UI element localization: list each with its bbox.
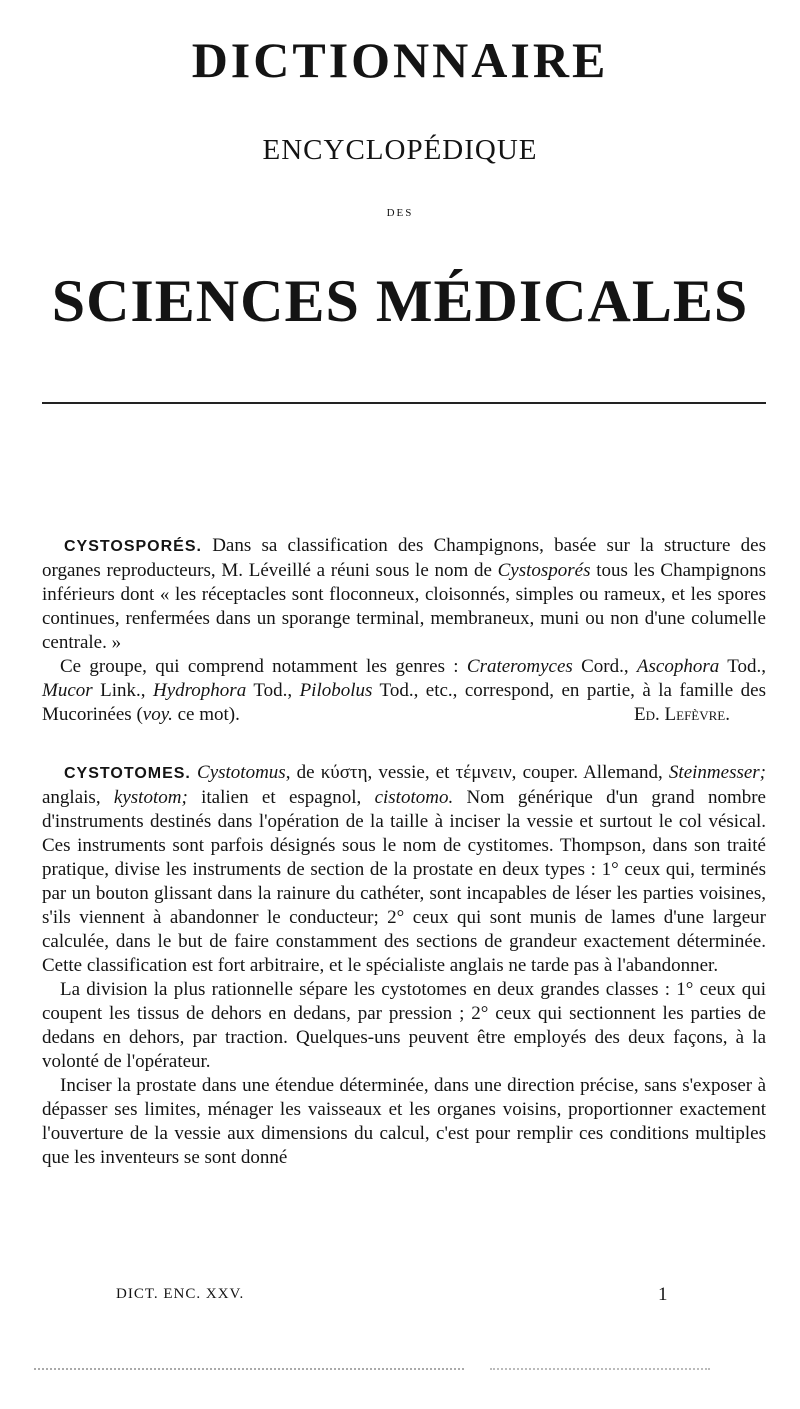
italic-term: kystotom;	[113, 787, 188, 808]
italic-term: Steinmesser;	[668, 762, 767, 783]
page-body	[42, 534, 766, 1170]
italic-term: Cystotomus	[197, 762, 286, 783]
italic-term: Pilobolus	[299, 680, 373, 701]
text-run: ce mot).	[172, 704, 240, 725]
italic-term: Hydrophora	[152, 680, 247, 701]
paragraph-text	[42, 979, 766, 1072]
title-des: DES	[386, 207, 414, 219]
text-run: Nom générique d'un grand nombre d'instruments destinés dans l'opération de la taille à inciser la vessie et surtout le col vésical. Ces instruments sont parfois désignés sous le nom de cystitomes. Thompson, dans son traité pratique, divise les instruments de section de la prostate en deux types : 1° ceux qui, terminés par un bouton glissant dans la rainure du cathéter, sont incapables de léser les parties voisines, s'ils viennent à abandonner le conducteur; 2° ceux qui sont munis de lames d'une largeur calculée, dans le but de faire constamment des sections de grandeur exactement déterminée. Cette classification est fort arbitraire, et le spécialiste anglais ne tarde pas à l'abandonner.	[42, 787, 766, 976]
entry-paragraph	[42, 978, 766, 1074]
text-run: Ce groupe, qui comprend notamment les genres :	[60, 656, 467, 677]
italic-term: Crateromyces	[466, 656, 573, 677]
text-run: Tod.,	[246, 680, 300, 701]
title-encyclopedique: ENCYCLOPÉDIQUE	[262, 134, 538, 166]
paragraph-text	[42, 762, 766, 976]
italic-term: Ascophora	[636, 656, 720, 677]
italic-term: cistotomo.	[374, 787, 454, 808]
text-run: Dans sa classification des Champignons, basée sur la structure des organes reproducteurs, M. Léveillé a réuni sous le nom de	[42, 535, 766, 581]
text-run: Link.,	[92, 680, 153, 701]
text-run: Tod.,	[719, 656, 767, 677]
entry-paragraph	[42, 655, 766, 727]
text-run: Cord.,	[572, 656, 637, 677]
italic-term: Cystosporés	[497, 560, 591, 581]
entry-cystotomes	[42, 761, 766, 1170]
text-run: Tod., etc., correspond, en partie, à la famille des Mucorinées (	[42, 680, 767, 725]
entry-paragraph	[42, 1074, 766, 1170]
text-run: , de κύστη, vessie, et τέμνειν, couper. Allemand,	[285, 762, 669, 783]
entry-paragraph	[42, 534, 766, 655]
text-run: tous les Champignons inférieurs dont « les réceptacles sont floconneux, cloisonnés, simples ou rameux, et les spores continues, renfermées dans un sporange terminal, membraneux, muni ou non d'une columelle centrale. »	[42, 560, 766, 653]
headword: CYSTOTOMES.	[64, 765, 191, 782]
header-rule	[42, 402, 766, 404]
title-sciences-medicales: SCIENCES MÉDICALES	[51, 268, 749, 334]
entry-paragraph	[42, 761, 766, 978]
bottom-dotted-line	[34, 1368, 464, 1370]
italic-term: voy.	[142, 704, 173, 725]
bottom-dotted-line-right	[490, 1368, 710, 1370]
headword: CYSTOSPORÉS.	[64, 538, 202, 555]
page-number: 1	[658, 1284, 668, 1305]
text-run: La division la plus rationnelle sépare les cystotomes en deux grandes classes : 1° ceux qui coupent les tissus de dehors en dedans, par pression ; 2° ceux qui sectionnent les parties de dedans en dehors, par traction. Quelques-uns peuvent être employés des deux façons, à la volonté de l'opérateur.	[42, 979, 766, 1072]
author-signature: Ed. Lefèvre.	[634, 704, 730, 725]
text-run: Inciser la prostate dans une étendue déterminée, dans une direction précise, sans s'exposer à dépasser ses limites, ménager les vaisseaux et les organes voisins, proportionner exactement l'ouverture de la vessie aux dimensions du calcul, c'est pour remplir ces conditions multiples que les inventeurs se sont donné	[42, 1075, 766, 1168]
signature-mark: DICT. ENC. XXV.	[116, 1286, 245, 1302]
entry-separator	[42, 727, 766, 761]
text-run: italien et espagnol,	[187, 787, 375, 808]
entry-cystospores	[42, 534, 766, 727]
italic-term: Mucor	[42, 680, 93, 701]
title-dictionnaire: DICTIONNAIRE	[191, 32, 609, 88]
text-run: anglais,	[42, 787, 114, 808]
paragraph-text	[42, 1075, 766, 1168]
